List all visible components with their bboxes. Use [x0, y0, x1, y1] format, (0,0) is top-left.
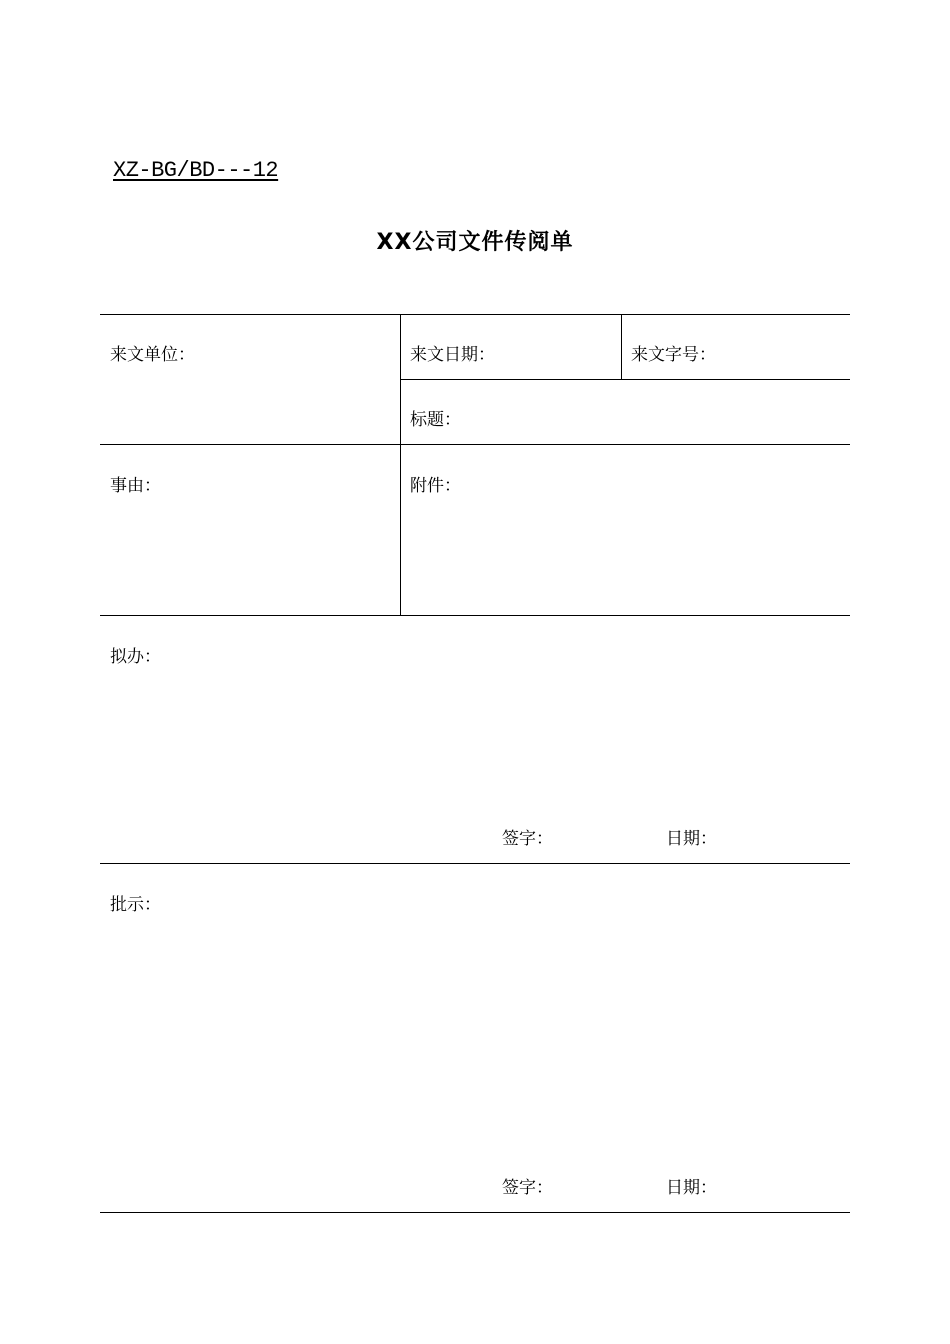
- reason-label: 事由：: [110, 476, 161, 496]
- header-bottom-divider: [100, 444, 850, 445]
- source-date-label: 来文日期：: [410, 345, 495, 365]
- page-title: XX公司文件传阅单: [376, 230, 574, 255]
- attachment-label: 附件：: [410, 476, 461, 496]
- header-inner-divider: [400, 379, 850, 380]
- reason-bottom-divider: [100, 615, 850, 616]
- table-top-border: [100, 314, 850, 315]
- document-code: XZ-BG/BD---12: [113, 158, 279, 183]
- column-divider-date-number: [621, 314, 622, 380]
- draft-handling-label: 拟办：: [110, 647, 161, 667]
- instruction-label: 批示：: [110, 895, 161, 915]
- instruction-date-label: 日期：: [666, 1178, 717, 1198]
- draft-bottom-divider: [100, 863, 850, 864]
- instruction-signature-label: 签字：: [502, 1178, 553, 1198]
- source-number-label: 来文字号：: [631, 345, 716, 365]
- subject-title-label: 标题：: [410, 410, 461, 430]
- table-bottom-border: [100, 1212, 850, 1213]
- draft-date-label: 日期：: [666, 829, 717, 849]
- column-divider-main: [400, 314, 401, 616]
- source-unit-label: 来文单位：: [110, 345, 195, 365]
- draft-signature-label: 签字：: [502, 829, 553, 849]
